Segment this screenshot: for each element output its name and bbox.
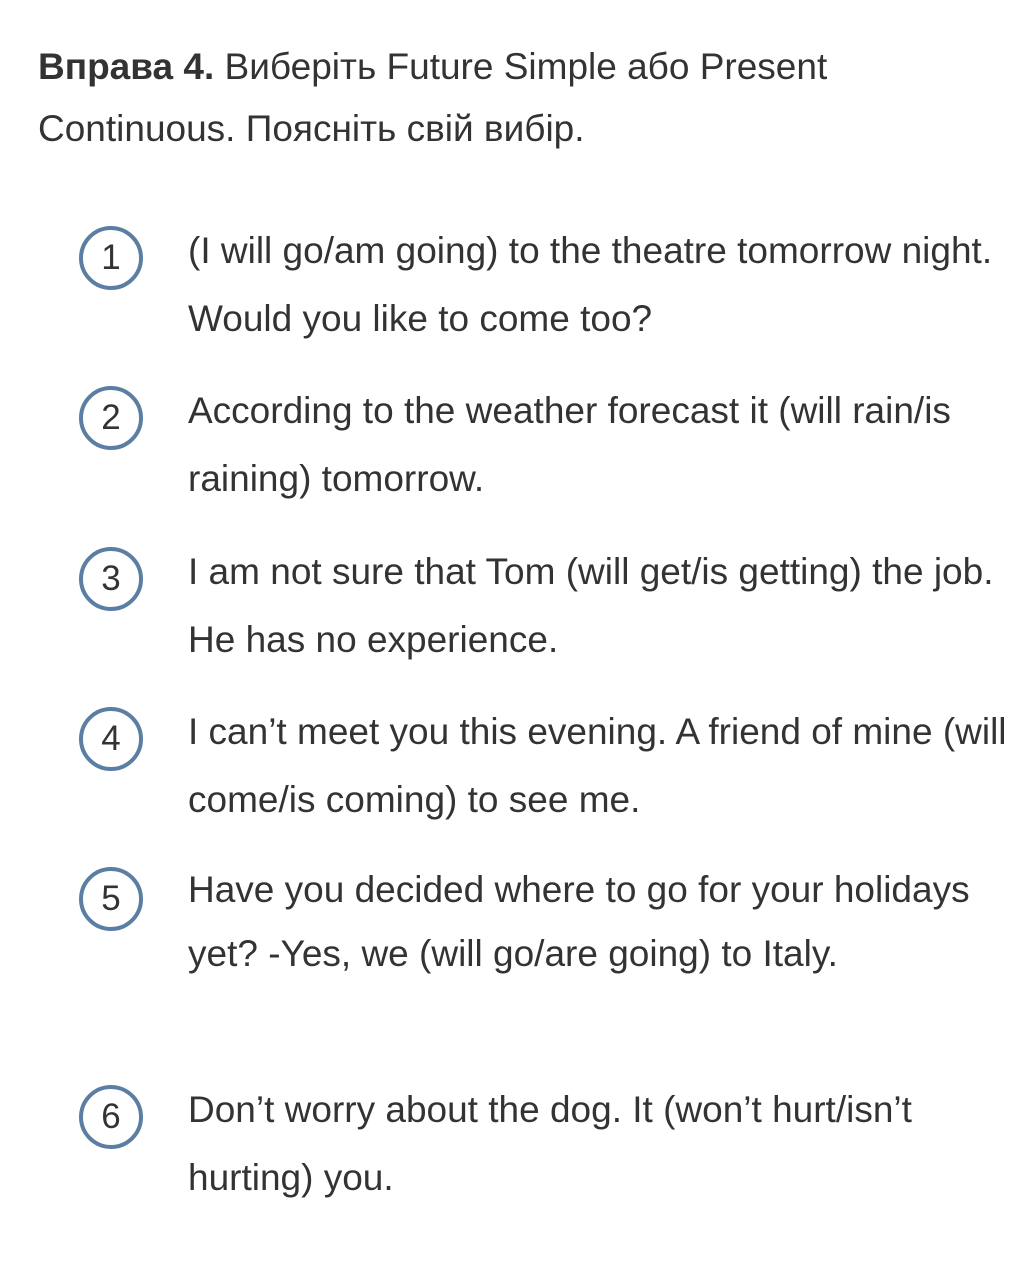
item-text: Don’t worry about the dog. It (won’t hurt/isn’t hurting) you. <box>188 1089 912 1198</box>
exercise-label: Вправа 4. <box>38 46 215 87</box>
item-text: (I will go/am going) to the theatre tomorrow night. Would you like to come too? <box>188 230 993 339</box>
item-number-badge: 4 <box>79 707 143 771</box>
item-text: According to the weather forecast it (will rain/is raining) tomorrow. <box>188 390 951 499</box>
item-number-badge: 5 <box>79 867 143 931</box>
item-number-badge: 6 <box>79 1085 143 1149</box>
item-number-badge: 2 <box>79 386 143 450</box>
item-text: Have you decided where to go for your holidays yet? -Yes, we (will go/are going) to Italy. <box>188 869 970 974</box>
item-text: I am not sure that Tom (will get/is getting) the job. He has no experience. <box>188 551 994 660</box>
item-text: I can’t meet you this evening. A friend of mine (will come/is coming) to see me. <box>188 711 1007 820</box>
exercise-instruction: Виберіть Future Simple або Present Continuous. Поясніть свій вибір. <box>38 46 828 149</box>
item-number-badge: 1 <box>79 226 143 290</box>
item-number-badge: 3 <box>79 547 143 611</box>
